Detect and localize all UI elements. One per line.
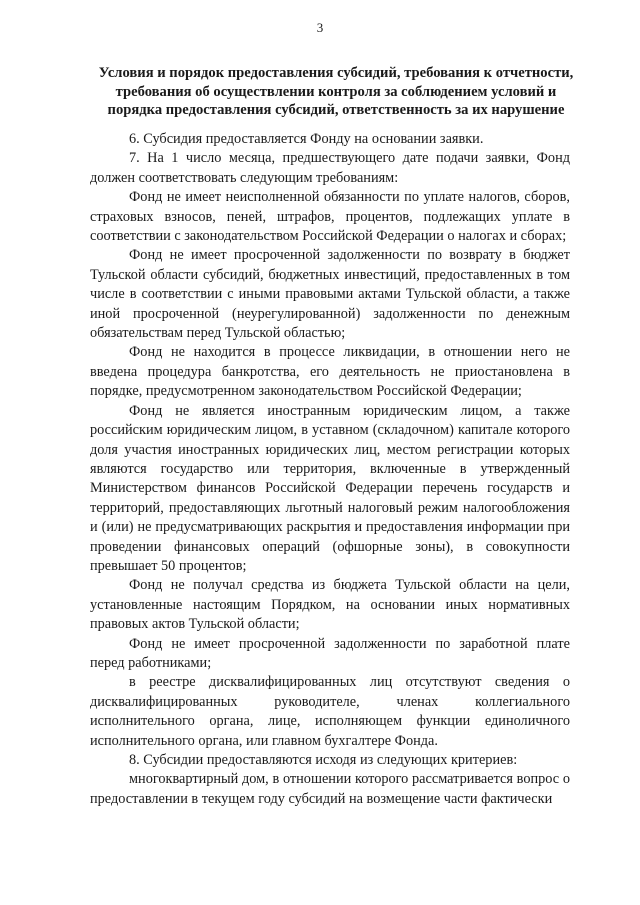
paragraph-item-6: 6. Субсидия предоставляется Фонду на основании заявки. xyxy=(129,131,484,147)
requirement-liquidation: Фонд не находится в процессе ликвидации, в отношении него не введена процедура банкротства, его деятельность не приостановлена в порядке, предусмотренном законодательством Российской Федерации; xyxy=(90,344,570,400)
requirement-salary-debt: Фонд не имеет просроченной задолженности по заработной плате перед работниками; xyxy=(90,635,570,671)
paragraph-item-7: 7. На 1 число месяца, предшествующего дате подачи заявки, Фонд должен соответствовать следующим требованиям: xyxy=(90,150,570,186)
requirement-foreign-entity: Фонд не является иностранным юридическим лицом, а также российским юридическим лицом, в уставном (складочном) капитале которого доля участия иностранных юридических лиц, местом регистрации которых являются государство или территория, включенные в утвержденный Министерством финансов Российской Федерации перечень государств и территорий, предоставляющих льготный налоговый режим налогообложения и (или) не предусматривающих раскрытия и предоставления информации при проведении финансовых операций (офшорные зоны), в совокупности превышает 50 процентов; xyxy=(90,402,570,574)
heading-line: требования об осуществлении контроля за соблюдением условий и xyxy=(115,83,557,100)
heading-line: порядка предоставления субсидий, ответственность за их нарушение xyxy=(107,102,565,118)
requirement-taxes: Фонд не имеет неисполненной обязанности по уплате налогов, сборов, страховых взносов, пеней, штрафов, процентов, подлежащих уплате в соответствии с законодательством Российской Федерации о налогах и сборах; xyxy=(90,189,570,245)
section-heading xyxy=(86,64,586,120)
criterion-apartment-building: многоквартирный дом, в отношении которого рассматривается вопрос о предоставлении в текущем году субсидий на возмещение части фактически xyxy=(90,771,570,807)
requirement-other-funds: Фонд не получал средства из бюджета Тульской области на цели, установленные настоящим Порядком, на основании иных нормативных правовых актов Тульской области; xyxy=(90,577,570,633)
requirement-disqualified-persons: в реестре дисквалифицированных лиц отсутствуют сведения о дисквалифицированных руководителе, членах коллегиального исполнительного органа, лице, исполняющем функции единоличного исполнительного органа, или главном бухгалтере Фонда. xyxy=(90,674,570,749)
page-number: 3 xyxy=(316,20,324,35)
paragraph-item-8: 8. Субсидии предоставляются исходя из следующих критериев: xyxy=(129,752,518,768)
document-body xyxy=(90,130,570,809)
heading-line: Условия и порядок предоставления субсидий, требования к отчетности, xyxy=(98,65,574,81)
requirement-budget-debt: Фонд не имеет просроченной задолженности по возврату в бюджет Тульской области субсидий, бюджетных инвестиций, предоставленных в том числе в соответствии с иными правовыми актами Тульской области, а также иной просроченной (неурегулированной) задолженности по денежным обязательствам перед Тульской областью; xyxy=(90,247,570,342)
